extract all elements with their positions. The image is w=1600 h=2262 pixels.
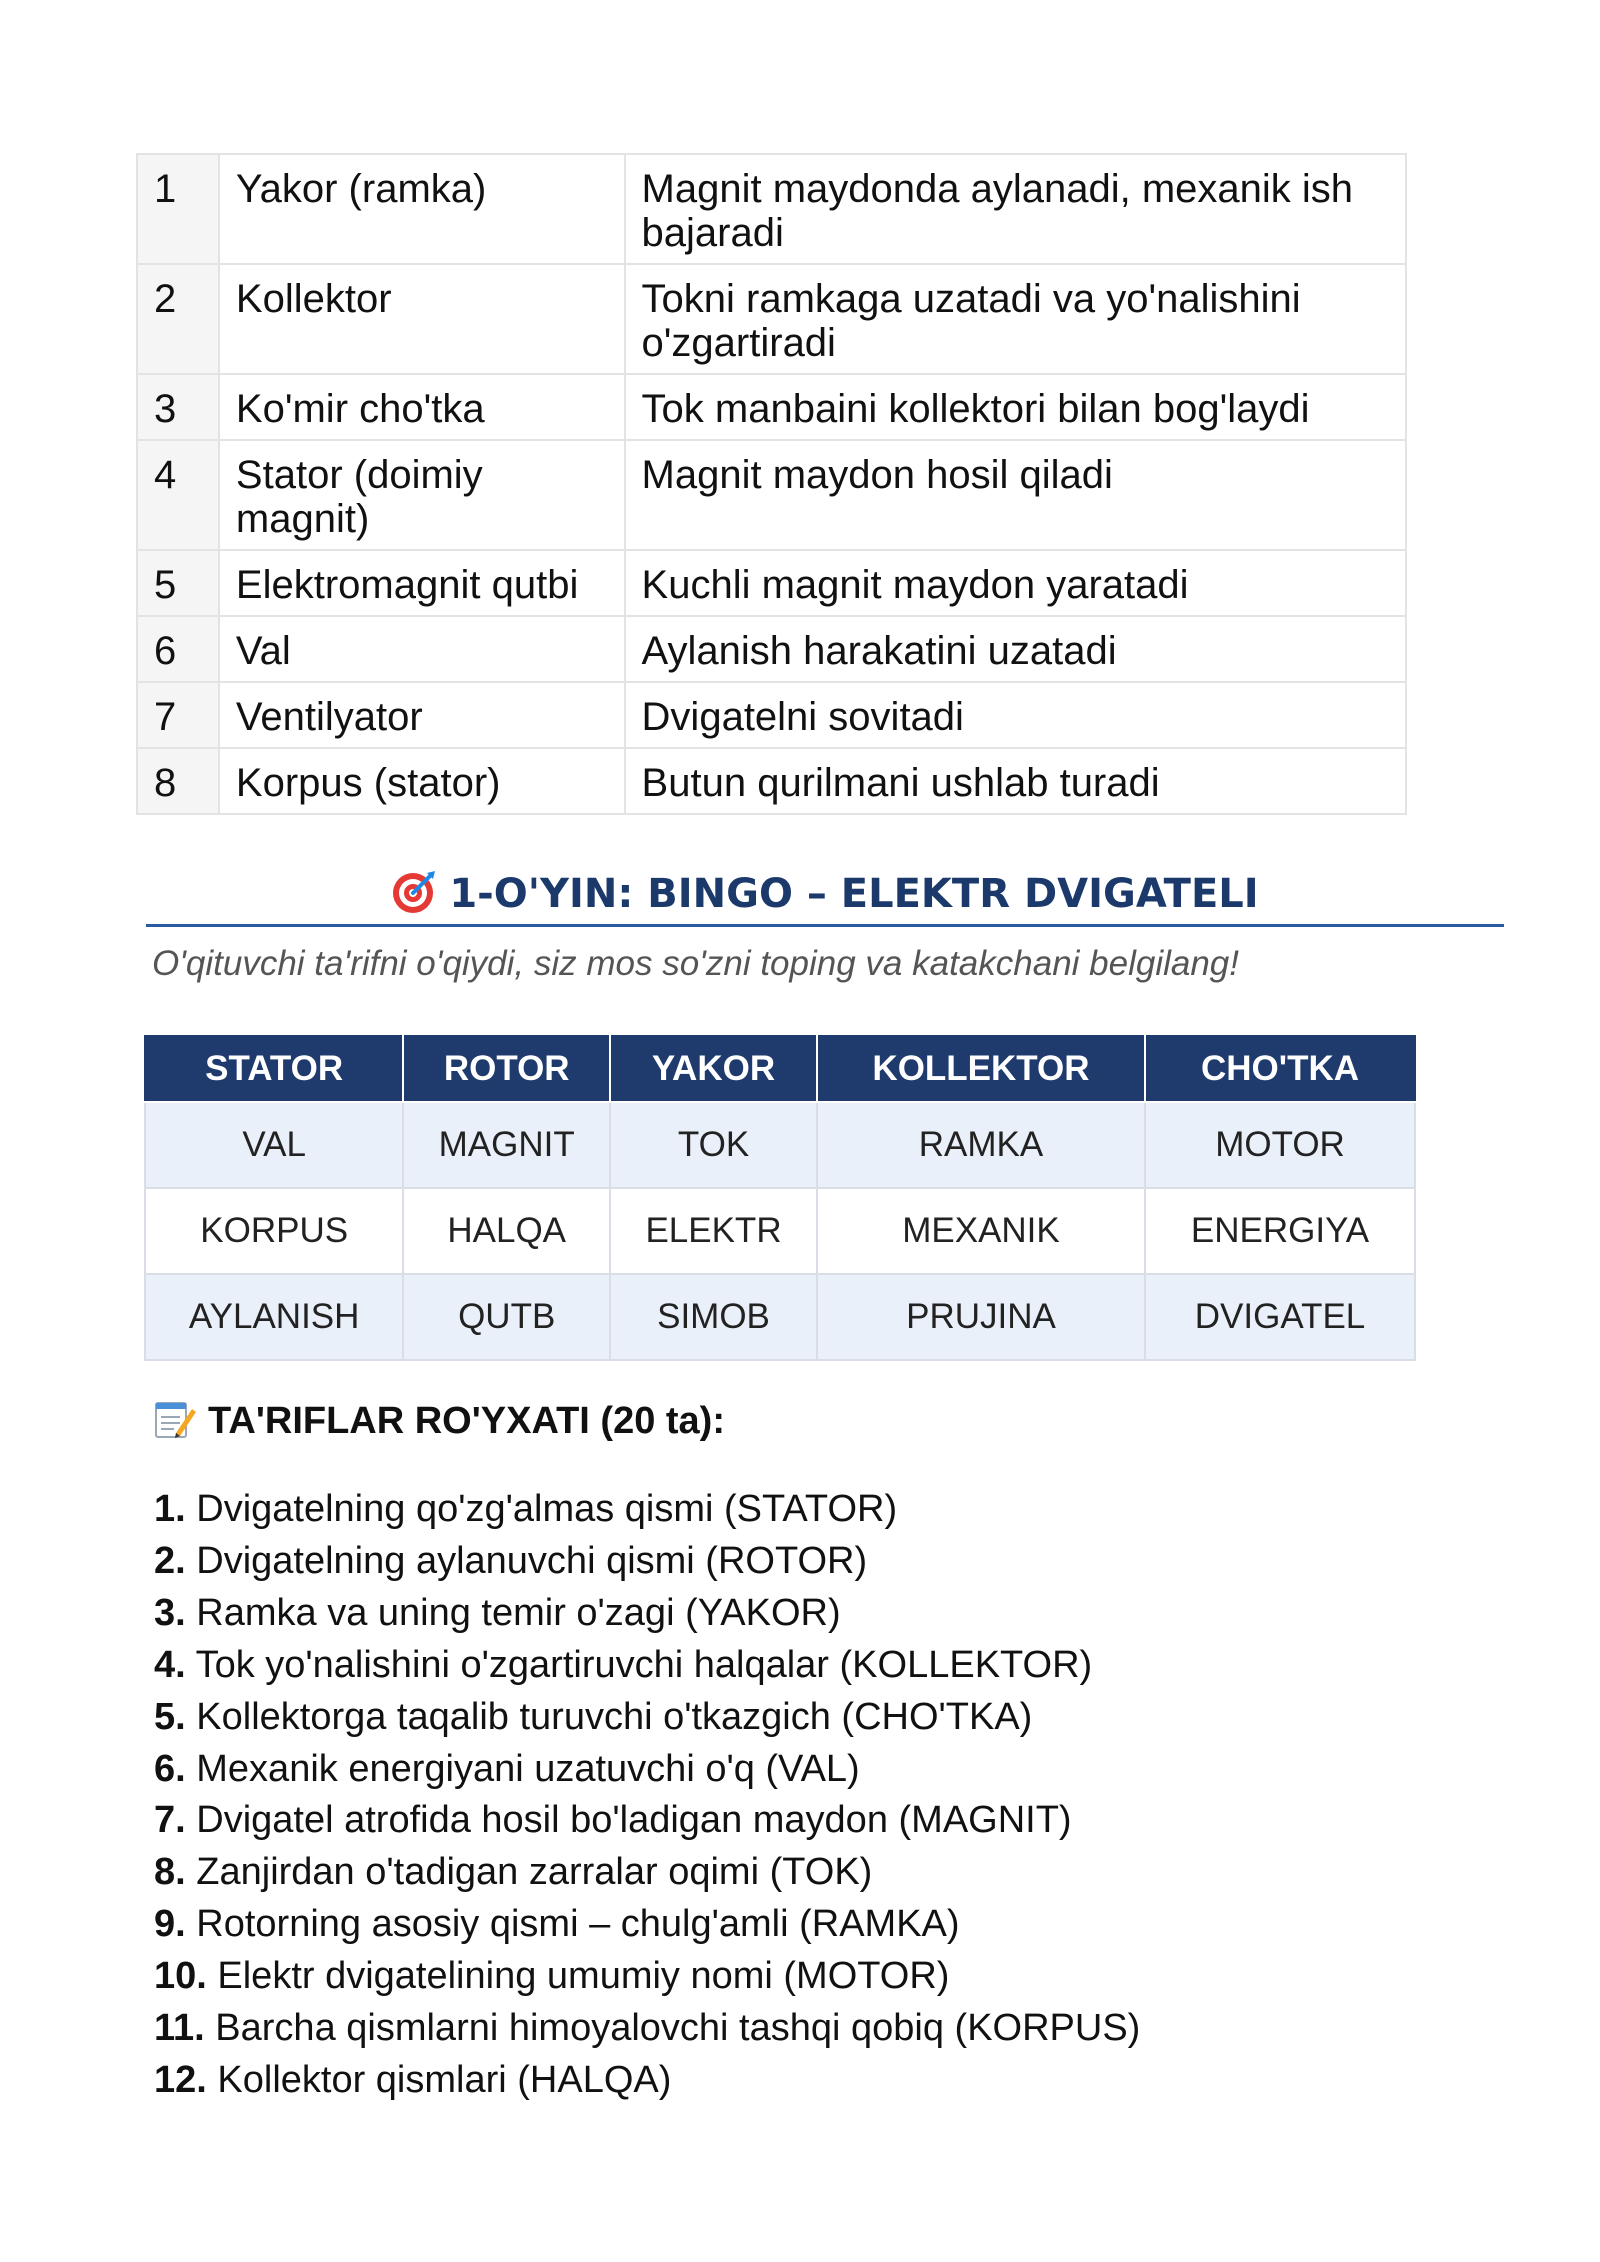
part-name: Ventilyator: [219, 682, 625, 748]
part-name: Kollektor: [219, 264, 625, 374]
item-text: Ramka va uning temir o'zagi (YAKOR): [196, 1591, 841, 1634]
table-row: [137, 374, 1406, 440]
item-text: Dvigatel atrofida hosil bo'ladigan maydon (MAGNIT): [196, 1799, 1072, 1842]
part-description: Kuchli magnit maydon yaratadi: [625, 550, 1406, 616]
bingo-cell[interactable]: KORPUS: [145, 1188, 403, 1274]
bingo-header-cell: STATOR: [145, 1036, 403, 1102]
list-item: [154, 1484, 1140, 1536]
row-number: 7: [137, 682, 219, 748]
item-number: 5.: [154, 1695, 186, 1738]
table-row: [137, 682, 1406, 748]
bingo-cell[interactable]: VAL: [145, 1102, 403, 1188]
list-item: [154, 1847, 1140, 1899]
table-row: [137, 748, 1406, 814]
definitions-title: TA'RIFLAR RO'YXATI (20 ta):: [208, 1400, 725, 1442]
bingo-cell[interactable]: HALQA: [403, 1188, 610, 1274]
item-text: Elektr dvigatelining umumiy nomi (MOTOR): [217, 1955, 950, 1998]
item-text: Barcha qismlarni himoyalovchi tashqi qobiq (KORPUS): [215, 2007, 1141, 2050]
part-description: Magnit maydonda aylanadi, mexanik ish bajaradi: [625, 154, 1406, 264]
item-text: Zanjirdan o'tadigan zarralar oqimi (TOK): [196, 1851, 873, 1894]
item-text: Mexanik energiyani uzatuvchi o'q (VAL): [196, 1747, 860, 1790]
part-name: Yakor (ramka): [219, 154, 625, 264]
part-description: Dvigatelni sovitadi: [625, 682, 1406, 748]
item-number: 8.: [154, 1851, 186, 1894]
part-description: Tok manbaini kollektori bilan bog'laydi: [625, 374, 1406, 440]
bingo-header-cell: YAKOR: [610, 1036, 817, 1102]
list-item: [154, 1692, 1140, 1744]
item-text: Kollektor qismlari (HALQA): [217, 2058, 672, 2101]
bingo-cell[interactable]: ENERGIYA: [1145, 1188, 1415, 1274]
game-instructions: O'qituvchi ta'rifni o'qiydi, siz mos so'zni toping va katakchani belgilang!: [152, 944, 1239, 983]
bingo-header-cell: CHO'TKA: [1145, 1036, 1415, 1102]
bingo-cell[interactable]: RAMKA: [817, 1102, 1145, 1188]
bingo-cell[interactable]: ELEKTR: [610, 1188, 817, 1274]
row-number: 6: [137, 616, 219, 682]
list-item: [154, 1951, 1140, 2003]
item-number: 12.: [154, 2058, 207, 2101]
bingo-row: [145, 1188, 1415, 1274]
bingo-cell[interactable]: QUTB: [403, 1274, 610, 1360]
item-number: 6.: [154, 1747, 186, 1790]
list-item: [154, 1899, 1140, 1951]
list-item: [154, 1640, 1140, 1692]
list-item: [154, 2003, 1140, 2055]
part-name: Korpus (stator): [219, 748, 625, 814]
table-row: [137, 550, 1406, 616]
row-number: 5: [137, 550, 219, 616]
table-row: [137, 616, 1406, 682]
row-number: 3: [137, 374, 219, 440]
bingo-cell[interactable]: MEXANIK: [817, 1188, 1145, 1274]
definitions-list: [154, 1484, 1140, 2107]
part-name: Elektromagnit qutbi: [219, 550, 625, 616]
item-number: 3.: [154, 1591, 186, 1634]
item-text: Kollektorga taqalib turuvchi o'tkazgich (CHO'TKA): [196, 1695, 1033, 1738]
game-title: 1-O'YIN: BINGO – ELEKTR DVIGATELI: [449, 871, 1259, 917]
definitions-heading: [152, 1397, 725, 1445]
bingo-cell[interactable]: MAGNIT: [403, 1102, 610, 1188]
item-number: 10.: [154, 1955, 207, 1998]
part-description: Magnit maydon hosil qiladi: [625, 440, 1406, 550]
item-number: 4.: [154, 1643, 186, 1686]
item-text: Dvigatelning aylanuvchi qismi (ROTOR): [196, 1539, 868, 1582]
part-name: Val: [219, 616, 625, 682]
part-description: Tokni ramkaga uzatadi va yo'nalishini o'zgartiradi: [625, 264, 1406, 374]
bingo-cell[interactable]: AYLANISH: [145, 1274, 403, 1360]
part-description: Aylanish harakatini uzatadi: [625, 616, 1406, 682]
game-heading: [146, 868, 1504, 927]
row-number: 8: [137, 748, 219, 814]
parts-table: [136, 153, 1407, 815]
part-name: Stator (doimiy magnit): [219, 440, 625, 550]
item-text: Rotorning asosiy qismi – chulg'amli (RAMKA): [196, 1903, 960, 1946]
bingo-cell[interactable]: MOTOR: [1145, 1102, 1415, 1188]
memo-icon: [152, 1397, 196, 1441]
item-number: 2.: [154, 1539, 186, 1582]
bingo-row: [145, 1102, 1415, 1188]
row-number: 4: [137, 440, 219, 550]
item-number: 1.: [154, 1488, 186, 1530]
part-name: Ko'mir cho'tka: [219, 374, 625, 440]
bingo-cell[interactable]: TOK: [610, 1102, 817, 1188]
part-description: Butun qurilmani ushlab turadi: [625, 748, 1406, 814]
item-text: Dvigatelning qo'zg'almas qismi (STATOR): [196, 1488, 898, 1530]
item-number: 9.: [154, 1903, 186, 1946]
bingo-cell[interactable]: PRUJINA: [817, 1274, 1145, 1360]
list-item: [154, 1536, 1140, 1588]
list-item: [154, 1795, 1140, 1847]
list-item: [154, 2055, 1140, 2107]
table-row: [137, 440, 1406, 550]
bingo-header-cell: KOLLEKTOR: [817, 1036, 1145, 1102]
bingo-cell[interactable]: DVIGATEL: [1145, 1274, 1415, 1360]
item-text: Tok yo'nalishini o'zgartiruvchi halqalar (KOLLEKTOR): [195, 1643, 1093, 1686]
row-number: 1: [137, 154, 219, 264]
bingo-row: [145, 1274, 1415, 1360]
row-number: 2: [137, 264, 219, 374]
target-icon: [391, 869, 437, 915]
list-item: [154, 1744, 1140, 1796]
bingo-cell[interactable]: SIMOB: [610, 1274, 817, 1360]
table-row: [137, 264, 1406, 374]
bingo-header-row: [145, 1036, 1415, 1102]
list-item: [154, 1588, 1140, 1640]
table-row: [137, 154, 1406, 264]
item-number: 11.: [154, 2007, 205, 2050]
bingo-header-cell: ROTOR: [403, 1036, 610, 1102]
bingo-grid: [144, 1035, 1416, 1361]
item-number: 7.: [154, 1799, 186, 1842]
